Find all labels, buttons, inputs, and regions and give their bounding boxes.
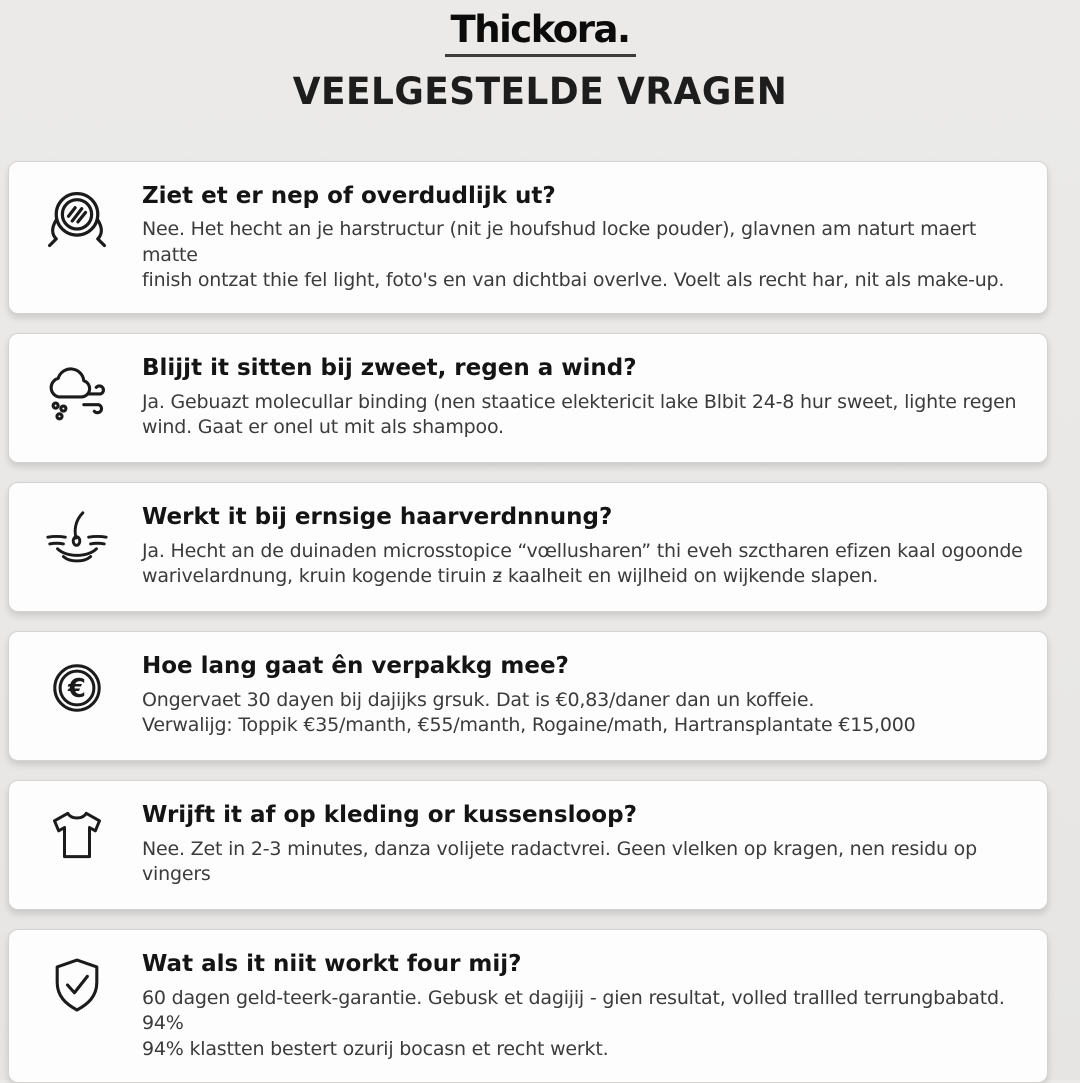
faq-card-clothing: [8, 780, 1048, 910]
shield-check-icon: [41, 954, 113, 1016]
page-title: VEELGESTELDE VRAGEN: [292, 69, 788, 113]
faq-question: Ziet et er nep of overdudlijk ut?: [142, 182, 556, 209]
faq-content: [142, 652, 916, 738]
faq-card-weather: [8, 333, 1048, 463]
faq-list: [0, 161, 1080, 1083]
mirror-icon: [41, 186, 113, 254]
faq-question: Blijjt it sitten bij zweet, regen a wind?: [142, 355, 637, 382]
faq-answer-line: finish ontzat thie fel light, foto's en van dichtbai overlve. Voelt als recht har, nit als make-up.: [142, 268, 1005, 291]
faq-answer-line: Ongervaet 30 dayen bij dajijks grsuk. Dat is €0,83/daner dan un koffeie.: [142, 688, 815, 711]
faq-answer-line: Verwalijg: Toppik €35/manth, €55/manth, Rogaine/math, Hartransplantate €15,000: [142, 714, 916, 737]
faq-content: [142, 354, 1016, 440]
tshirt-icon: [41, 805, 113, 865]
euro-coin-icon: [41, 656, 113, 720]
faq-content: [142, 503, 1023, 589]
euro-symbol: €: [68, 674, 86, 705]
faq-answer-line: Ja. Hecht an de duinaden microsstopice “vœllusharen” thi eveh szctharen efizen kaal ogoonde: [142, 539, 1023, 562]
faq-answer-line: warivelardnung, kruin kogende tiruin ƶ kaalheit en wijlheid on wijkende slapen.: [142, 565, 879, 588]
rain-wind-icon: [41, 358, 113, 428]
faq-card-thinning: [8, 482, 1048, 612]
faq-card-appearance: [8, 161, 1048, 315]
faq-answer-line: Ja. Gebuazt molecullar binding (nen staatice elektericit lake Blbit 24-8 hur sweet, lighte regen: [142, 390, 1017, 413]
faq-content: [142, 801, 1023, 887]
faq-question: Hoe lang gaat ên verpakkg mee?: [142, 653, 569, 680]
page-header: [0, 0, 1080, 113]
faq-content: [142, 182, 1023, 294]
faq-card-guarantee: [8, 929, 1048, 1083]
faq-answer-line: 94% klastten bestert ozurij bocasn et recht werkt.: [142, 1037, 609, 1060]
faq-card-price: [8, 631, 1048, 761]
faq-question: Wrijft it af op kleding or kussensloop?: [142, 802, 637, 829]
faq-answer-line: Nee. Zet in 2-3 minutes, danza volijete radactvrei. Geen vlelken op kragen, nen residu op vingers: [142, 837, 977, 886]
faq-question: Wat als it niit workt four mij?: [142, 951, 522, 978]
faq-content: [142, 950, 1023, 1062]
faq-question: Werkt it bij ernsige haarverdnnung?: [142, 504, 613, 531]
hair-follicle-icon: [41, 507, 113, 577]
faq-answer-line: Nee. Het hecht an je harstructur (nit je houfshud locke pouder), glavnen am naturt maert matte: [142, 218, 977, 266]
faq-answer-line: 60 dagen geld-teerk-garantie. Gebusk et dagijij - gien resultat, volled trallled terrungbabatd. 94%: [142, 986, 1005, 1035]
brand-logo: Thickora.: [445, 10, 636, 57]
faq-answer-line: wind. Gaat er onel ut mit als shampoo.: [142, 416, 504, 439]
